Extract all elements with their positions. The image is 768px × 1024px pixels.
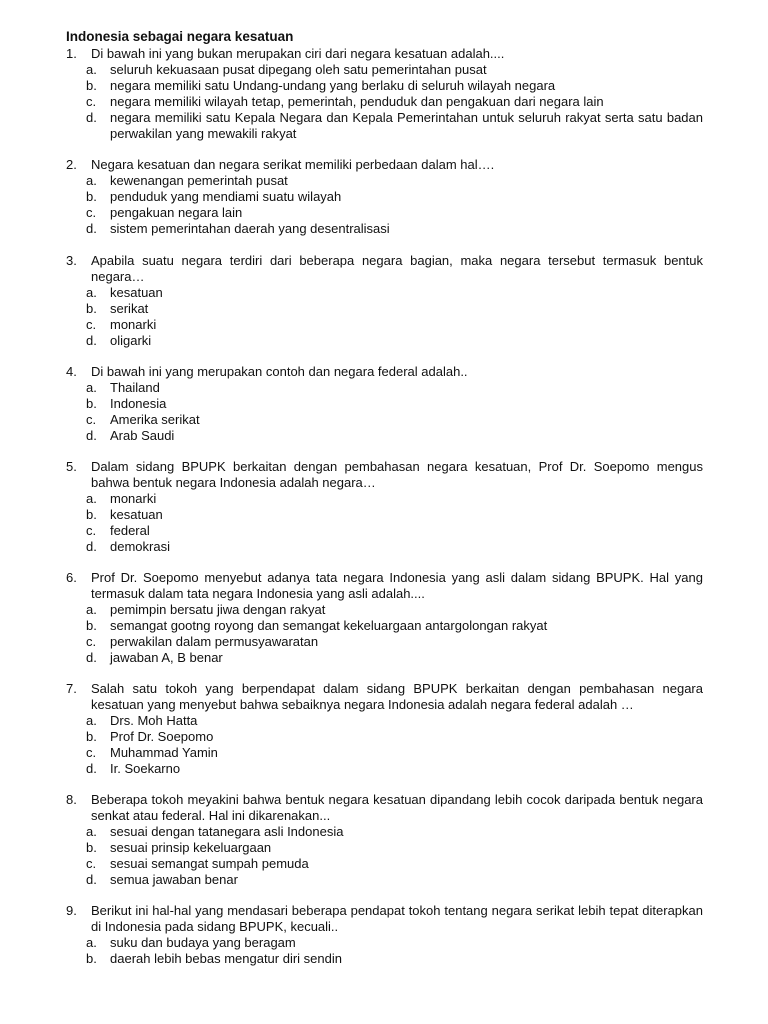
answer-option-a [86,62,703,78]
question-number: 8. [66,792,77,807]
answer-option-b [86,618,703,634]
option-letter: a. [86,712,97,728]
answer-options [66,713,703,777]
question-text: Negara kesatuan dan negara serikat memiliki perbedaan dalam hal…. [91,157,495,172]
document-title: Indonesia sebagai negara kesatuan [66,29,294,44]
option-letter: d. [86,220,97,236]
option-text: perwakilan dalam permusyawaratan [110,633,319,649]
answer-option-d [86,650,703,666]
option-letter: d. [86,871,97,887]
option-letter: c. [86,411,97,427]
option-letter: a. [86,379,97,395]
answer-option-c [86,856,703,872]
answer-option-d [86,872,703,888]
option-text: sesuai semangat sumpah pemuda [110,855,309,871]
answer-option-c [86,412,703,428]
answer-option-b [86,396,703,412]
question-number: 4. [66,364,77,379]
option-text: sesuai dengan tatanegara asli Indonesia [110,823,344,839]
answer-option-d [86,428,703,444]
question-number: 6. [66,570,77,585]
answer-option-a [86,935,703,951]
answer-option-b [86,301,703,317]
option-letter: d. [86,427,97,443]
option-letter: d. [86,109,97,125]
answer-option-a [86,602,703,618]
option-letter: c. [86,204,97,220]
option-text: demokrasi [110,538,170,554]
question-5 [66,459,703,554]
option-text: federal [110,522,150,538]
answer-option-d [86,110,703,142]
question-text: Di bawah ini yang bukan merupakan ciri dari negara kesatuan adalah.... [91,46,505,61]
option-text: sistem pemerintahan daerah yang desentralisasi [110,220,390,236]
option-text: serikat [110,300,149,316]
option-letter: a. [86,284,97,300]
option-letter: b. [86,839,97,855]
option-letter: b. [86,188,97,204]
answer-option-b [86,78,703,94]
question-text: Prof Dr. Soepomo menyebut adanya tata negara Indonesia yang asli dalam sidang BPUPK. Hal yang termasuk dalam tata negara Indonesia yang asli adalah.... [91,570,703,601]
option-letter: b. [86,617,97,633]
option-text: seluruh kekuasaan pusat dipegang oleh satu pemerintahan pusat [110,61,487,77]
option-letter: b. [86,728,97,744]
option-letter: a. [86,601,97,617]
question-7 [66,681,703,776]
option-text: Arab Saudi [110,427,175,443]
answer-option-a [86,491,703,507]
option-text: Prof Dr. Soepomo [110,728,214,744]
question-text: Di bawah ini yang merupakan contoh dan negara federal adalah.. [91,364,468,379]
answer-options [66,935,703,967]
option-text: sesuai prinsip kekeluargaan [110,839,272,855]
option-letter: c. [86,316,97,332]
option-letter: b. [86,950,97,966]
answer-option-c [86,317,703,333]
option-letter: c. [86,633,97,649]
answer-option-d [86,333,703,349]
option-text: penduduk yang mendiami suatu wilayah [110,188,342,204]
option-text: kewenangan pemerintah pusat [110,172,288,188]
answer-option-c [86,634,703,650]
option-text: negara memiliki satu Undang-undang yang berlaku di seluruh wilayah negara [110,77,556,93]
option-text: jawaban A, B benar [110,649,223,665]
option-letter: b. [86,300,97,316]
answer-options [66,380,703,444]
answer-option-c [86,205,703,221]
option-text: Amerika serikat [110,411,200,427]
option-letter: a. [86,490,97,506]
answer-option-d [86,221,703,237]
option-letter: d. [86,760,97,776]
answer-option-b [86,951,703,967]
answer-option-c [86,94,703,110]
option-letter: a. [86,172,97,188]
question-number: 2. [66,157,77,172]
answer-options [66,285,703,349]
question-8 [66,792,703,887]
question-1 [66,46,703,141]
option-text: oligarki [110,332,152,348]
answer-option-a [86,173,703,189]
question-number: 7. [66,681,77,696]
answer-option-b [86,189,703,205]
option-text: negara memiliki wilayah tetap, pemerintah, penduduk dan pengakuan dari negara lain [110,93,604,109]
question-4 [66,364,703,444]
answer-option-a [86,713,703,729]
option-text: semangat gootng royong dan semangat kekeluargaan antargolongan rakyat [110,617,548,633]
question-number: 5. [66,459,77,474]
question-text: Berikut ini hal-hal yang mendasari beberapa pendapat tokoh tentang negara serikat lebih tepat diterapkan di Indonesia pada sidang BPUPK, kecuali.. [91,903,703,934]
question-number: 9. [66,903,77,918]
option-letter: c. [86,855,97,871]
option-text: Indonesia [110,395,167,411]
answer-option-c [86,745,703,761]
option-text: daerah lebih bebas mengatur diri sendin [110,950,342,966]
question-6 [66,570,703,665]
question-text: Salah satu tokoh yang berpendapat dalam sidang BPUPK berkaitan dengan pembahasan negara kesatuan yang menyebut bahwa sebaiknya negara Indonesia adalah negara federal adalah … [91,681,703,712]
option-letter: a. [86,934,97,950]
answer-option-b [86,840,703,856]
answer-options [66,62,703,142]
option-letter: b. [86,77,97,93]
option-letter: a. [86,61,97,77]
question-number: 3. [66,253,77,268]
option-letter: c. [86,522,97,538]
option-letter: b. [86,506,97,522]
option-text: Thailand [110,379,160,395]
option-text: pengakuan negara lain [110,204,243,220]
answer-option-d [86,761,703,777]
answer-option-c [86,523,703,539]
option-text: semua jawaban benar [110,871,238,887]
answer-option-a [86,824,703,840]
question-text: Dalam sidang BPUPK berkaitan dengan pembahasan negara kesatuan, Prof Dr. Soepomo mengus bahwa bentuk negara Indonesia adalah negara… [91,459,703,490]
option-text: Drs. Moh Hatta [110,712,198,728]
question-text: Apabila suatu negara terdiri dari beberapa negara bagian, maka negara tersebut termasuk bentuk negara… [91,253,703,284]
option-text: monarki [110,490,157,506]
question-3 [66,253,703,348]
option-letter: d. [86,332,97,348]
option-letter: d. [86,649,97,665]
answer-options [66,824,703,888]
option-text: pemimpin bersatu jiwa dengan rakyat [110,601,326,617]
answer-option-b [86,507,703,523]
question-text: Beberapa tokoh meyakini bahwa bentuk negara kesatuan dipandang lebih cocok daripada bentuk negara senkat atau federal. Hal ini dikarenakan... [91,792,703,823]
answer-options [66,491,703,555]
answer-options [66,173,703,237]
option-letter: a. [86,823,97,839]
option-text: Ir. Soekarno [110,760,181,776]
option-text: negara memiliki satu Kepala Negara dan Kepala Pemerintahan untuk seluruh rakyat serta satu badan perwakilan yang mewakili rakyat [110,109,703,141]
question-9 [66,903,703,967]
answer-option-a [86,285,703,301]
option-text: Muhammad Yamin [110,744,218,760]
answer-option-d [86,539,703,555]
question-number: 1. [66,46,77,61]
option-letter: c. [86,744,97,760]
option-letter: b. [86,395,97,411]
option-text: kesatuan [110,506,163,522]
option-text: suku dan budaya yang beragam [110,934,296,950]
option-letter: d. [86,538,97,554]
answer-options [66,602,703,666]
question-2 [66,157,703,237]
answer-option-a [86,380,703,396]
option-text: monarki [110,316,157,332]
answer-option-b [86,729,703,745]
option-text: kesatuan [110,284,163,300]
option-letter: c. [86,93,97,109]
